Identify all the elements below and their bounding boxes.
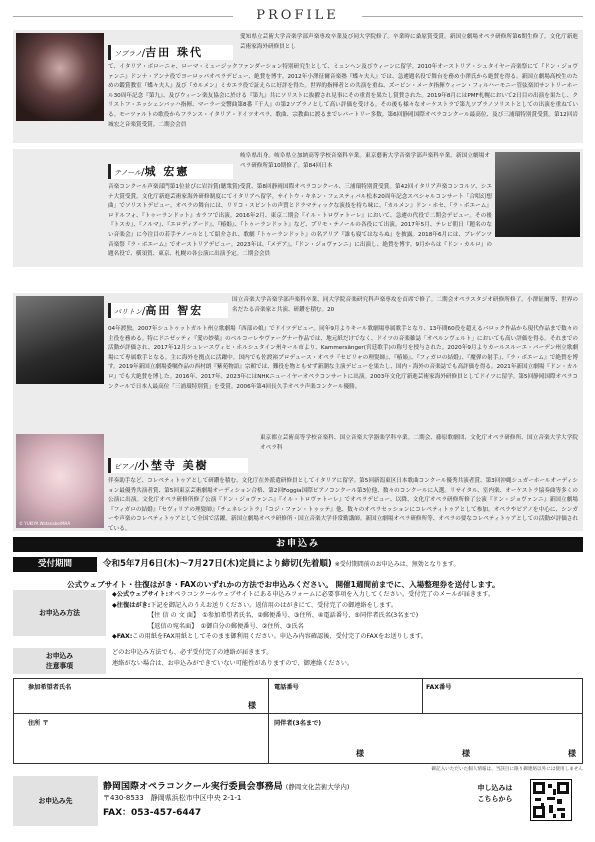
role-label: ピアノ bbox=[114, 463, 135, 471]
outgoing-label: 【往 信 の 文 面】 bbox=[148, 612, 197, 620]
contact-label-text: お申込み先 bbox=[38, 797, 73, 805]
outgoing-text: ①参加希望者氏名、②郵便番号、③住所、④電話番号、⑤同伴者氏名(3名まで) bbox=[202, 612, 419, 620]
phone-field[interactable] bbox=[270, 678, 420, 713]
web-head: ◆公式ウェブサイト: bbox=[112, 591, 169, 598]
contact-fax: FAX：053-457-6447 bbox=[103, 808, 202, 818]
companion-suffix: 様 bbox=[568, 749, 576, 758]
contact-org-sub: (静岡文化芸術大学内) bbox=[285, 783, 350, 791]
name-field-label: 参加希望者氏名 bbox=[28, 684, 72, 691]
bio-text-tenor-top: 岐阜県出身。岐阜県立加納高等学校音楽科卒業。東京藝術大学音楽学部声楽科卒業。新国立劇場オペラ研修所第10期修了。第84回日本 bbox=[240, 153, 490, 169]
performer-name: 吉田 珠代 bbox=[145, 46, 204, 59]
bio-text-piano: 伴奏助手など、コレペティトゥアとして研鑽を積む。文化庁在外派遣研修員としてイタリアに留学。第5回新潟東区日本歌曲コンクール優秀共演者賞、第3回沖縄シュガーホールオーディション最優秀共演者賞、第5回東京芸術劇場オーディション合格、第2回Foggia国際ピアノコンクール第3位他、数々のコンクールに入選。リサイタル、室内楽、オーケストラ協奏曲等多くの公演に出演。文化庁オペラ研修所修了公演『ドン・ジョヴァンニ』『イル・トロヴァトーレ』でオペラデビュー、以降、文化庁オペラ研修所修了公演『ドン・ジョヴァンニ』新国立劇場『フィガロの結婚』『セヴィリアの理髪師』『チェネレントラ』『コジ・ファン・トゥッテ』他、数々のオペラセッションにコレペティトゥアとして参加。オペラやピアノを中心に、シンガーや声楽のコレペティトゥアとして全国で活躍。新国立劇場オペラ研修所・国立音楽大学非常勤講師。新国立劇場オペラ研修所等、オペラの要なコレペティトゥアとしての活動が評価されている。 bbox=[108, 478, 578, 532]
qr-finder bbox=[557, 782, 569, 794]
name-tag-soprano: ソプラノ/吉田 珠代 bbox=[108, 45, 233, 60]
qr-module bbox=[561, 813, 565, 818]
period-label: 受付期間 bbox=[13, 557, 97, 572]
qr-module bbox=[547, 797, 555, 800]
application-band: お申込み bbox=[13, 537, 583, 552]
role-label: ソプラノ bbox=[114, 50, 142, 58]
address-field[interactable] bbox=[20, 714, 268, 764]
notes-body bbox=[112, 648, 582, 669]
qr-module bbox=[535, 798, 541, 801]
singer-photo bbox=[16, 296, 104, 384]
reply-text: ①御自分の郵便番号、②住所、③氏名 bbox=[200, 622, 304, 630]
notes-line2: 連絡がない場合は、お申込みができていない可能性がありますので、御連絡ください。 bbox=[112, 659, 354, 667]
companions-field[interactable] bbox=[270, 714, 582, 764]
name-tag-tenor: テノール/城 宏憲 bbox=[108, 164, 233, 179]
qr-module bbox=[553, 789, 556, 795]
bio-text-baritone: 04年渡独。2007年シュトゥットガルト州立歌劇場『西部の娘』でドイツデビュー。同年9月よりキール歌劇場専属歌手となり、13年間60役を超えるバロック作品から現代作品まで数々の主役を務める。特にドニゼッティ『愛の妙薬』のベルコーレやヴァーグナー作品では、地元紙だけでなく、ドイツの音楽雑誌「オペルンヴェルト」においても高い評価を得る。それまでの活動が評価され、2017年12月シュレースヴィヒ・ホルシュタイン州キール市より、Kammersänger(宮廷歌手)の称号を授与された。2020年9月よりカールスルーエ・バーデン州立歌劇場にて専属歌手となる。主に海外を拠点に活躍中。国内でも佐渡裕プロデュース・オペラ『セビリャの理髪師』、『椿姫』、『フィガロの結婚』、『魔弾の射手』、『ラ・ボエーム』で絶賛を博す。2019年新国立劇場委嘱作品の西村朗『紫苑物語』宗頼では、難役を物ともせず新潮な主演デビューを果たし、国内・海外の音楽誌でも高評価を得る。2021年新国立劇場『ドン・カルロ』でも大絶賛を博した。2016年、2017年、2023年にはNHKニューイヤーオペラコンサートに出演。2003年文化庁新進芸術家海外研修員としてドイツに留学。第5回静岡国際オペラコンクールで日本人最高位「三浦環特別賞」を受賞。2006年第4回長久手オペラ声楽コンクール優勝。 bbox=[108, 326, 578, 390]
contact-address: 〒430-8533 静岡県浜松市中区中央 2-1-1 bbox=[103, 794, 242, 802]
method-label-text: お申込み方法 bbox=[39, 609, 80, 617]
companion-suffix: 様 bbox=[356, 749, 364, 758]
period-dates: 令和5年7月6日(木)〜7月27日(木)定員により締切(先着順) bbox=[103, 559, 332, 569]
qr-code[interactable] bbox=[530, 779, 572, 821]
qr-label-line2: こちらから bbox=[477, 795, 513, 803]
fax-head: ◆FAX: bbox=[112, 633, 133, 641]
web-text: オペラコンクールウェブサイトにある申込みフォームに必要事項を入力してください。受付完了のメールが届きます。 bbox=[168, 591, 495, 598]
qr-module bbox=[548, 784, 552, 788]
bio-text-tenor: 音楽コンクール声楽部門第1位並びに岩谷賞(聴衆賞)受賞、第8回静岡国際オペラコンクール、三浦環特別賞受賞。第42回イタリア声楽コンコルソ、シエナ大賞受賞。文化庁新進芸術家海外研修制度にてイタリアへ留学。サイトウ・キネン・フェスティバル松本20周年記念スペシャルコンサート「合唱幻想曲」でソリストデビュー。オペラの舞台には、リリコ・スピントの声質とドラマティックな演技を持ち味に、『カルメン』ドン・ホセ、『ラ・ボエーム』ロドルフォ、『トゥーランドット』カラフで出演。2016年2月、東京二期会『イル・トロヴァトーレ』において、急遽の代役で二期会デビュー。その後『トスカ』、『ノルマ』、『エロディアード』、『椿姫』、『トゥーランドット』など、プリモ・テノールの各役にて出演。2017年5月、テレビ朝日『題名のない音楽会』に今注目の若手テノールとして紹介され、歌劇『トゥーランドット』の名アリア『誰も寝てはならぬ』を披露。2018年6月には、ブレゲンツ音楽祭『ラ・ボエーム』でオーストリアデビュー。2023年は、『メデア』、『ドン・ジョヴァンニ』に出演し、絶賛を博す。9月からは『ドン・カルロ』の題名役で、横須賀、東京、札幌の各公演に出演予定。二期会会員 bbox=[108, 184, 492, 258]
singer-photo bbox=[495, 152, 580, 237]
qr-module bbox=[549, 805, 553, 813]
application-summary: 公式ウェブサイト・往復はがき・FAXのいずれかの方法でお申込みください。 開催1週間前までに、入場整理券を送付します。 bbox=[67, 580, 500, 589]
contact-organization bbox=[103, 779, 349, 792]
postcard-head: ◆往復はがき: bbox=[112, 601, 151, 609]
singer-photo bbox=[16, 33, 104, 121]
role-label: バリトン bbox=[114, 308, 142, 316]
photo-credit: © YUKIYA Watanabe/MAA bbox=[19, 521, 71, 526]
bio-text-piano-top: 東京都立芸術高等学校音楽科、国立音楽大学器楽学科卒業。二期会、藤原歌劇団、文化庁オペラ研修所、国立音楽大学大学院オペラ科 bbox=[260, 435, 578, 451]
companions-field-label: 同伴者(3名まで) bbox=[274, 720, 322, 727]
page-title: PROFILE bbox=[256, 8, 339, 23]
qr-label-line1: 申し込みは bbox=[477, 784, 513, 792]
method-label bbox=[13, 590, 106, 636]
qr-module bbox=[557, 799, 562, 804]
contact-label bbox=[13, 776, 98, 826]
bio-text-baritone-top: 国立音楽大学音楽学部声楽科卒業、同大学院音楽研究科声楽専攻を首席で修了。二期会オペラスタジオ研修所修了。小澤征爾等、世界の名だたる音楽家と共演、研鑽を積む。20 bbox=[232, 297, 578, 313]
qr-finder bbox=[533, 806, 545, 818]
period-text bbox=[103, 557, 459, 572]
notes-label-line1: お申込み bbox=[45, 652, 74, 660]
qr-module bbox=[553, 814, 556, 818]
postcard-text: 下記を御記入のうえお送りください。返信用のはがきにて、受付完了の御連絡をします。 bbox=[150, 601, 398, 609]
fax-field-label: FAX番号 bbox=[426, 684, 452, 691]
qr-label bbox=[462, 783, 528, 805]
qr-finder bbox=[533, 782, 545, 794]
qr-module bbox=[557, 808, 565, 811]
name-tag-piano: ピアノ/小埜寺 美樹 bbox=[108, 458, 248, 473]
performer-name: 小埜寺 美樹 bbox=[137, 459, 209, 472]
qr-module bbox=[541, 803, 544, 807]
phone-field-label: 電話番号 bbox=[274, 684, 299, 691]
notes-line1: どのお申込み方法でも、必ず受付完了の連絡が届きます。 bbox=[112, 649, 273, 656]
address-field-label: 住所 〒 bbox=[28, 720, 49, 727]
bio-text-soprano: て、イタリア・ボローニャ、ローマ・ミュージックファンダーション特別研究生として、ミュンヘン及びウィーンに留学。2010年オーストリア・シュタイヤー音楽祭にて『ドン・ジョヴァンニ』ドンナ・アンナ役でヨーロッパオペラデビュー、絶賛を博す。2012年小澤征爾音楽塾『蝶々夫人』では、急遽題名役で舞台を務め小澤氏から絶賛を得る。新国立劇場高校生のための鑑賞教室『蝶々夫人』及び『カルメン』ミカエラ役で証えらに好評を得た。世界的指揮者との共演を重ね、ズービン・メータ指揮ウィーン・フィルハーモニー管弦楽団サントリーホール30周年記念『第九』、及びウィーン楽友協会に於ける『第九』共にソリストに抜擢され見事にその重責を果たし賞賛された。2019年8月にはPMF札幌において2日目の出演を果たし、クリストフ・エッシェンバッハ指揮、マーラー交響曲第8番『千人』の第2ソプラノとして高い評価を受ける。その後も様々なオーケストラで第九ソプラノソリストとしての出演を重ねている。モーツァルトの歌役からフランス・イタリア・ドイツオペラ、歌曲、宗教曲に渡るまでレパートリー多数。第6回静岡国際オペラコンクール最高位、及び三浦環特別賞受賞。第12回岩城宏之音楽賞受賞。二期会会員 bbox=[108, 64, 578, 128]
name-field-suffix: 様 bbox=[248, 701, 256, 710]
form-divider bbox=[268, 678, 269, 764]
pianist-photo bbox=[16, 434, 104, 528]
method-body bbox=[112, 590, 582, 643]
contact-org-name: 静岡国際オペラコンクール実行委員会事務局 bbox=[103, 782, 283, 792]
performer-name: 高田 智宏 bbox=[145, 304, 204, 317]
notes-label bbox=[13, 648, 106, 674]
form-divider bbox=[422, 678, 423, 713]
period-note: ※受付期間前のお申込みは、無効となります。 bbox=[334, 561, 460, 568]
name-field[interactable] bbox=[20, 678, 268, 713]
reply-label: 【返信の宛名面】 bbox=[148, 622, 195, 630]
performer-name: 城 宏憲 bbox=[144, 165, 190, 178]
bio-text-soprano-top: 愛知県立芸術大学音楽学部声楽専攻卒業及び同大学院修了。卒業時に桑原賞受賞。新国立劇場オペラ研修所第6期生修了。文化庁新進芸術家海外研修員とし bbox=[240, 34, 578, 50]
fax-field[interactable] bbox=[424, 678, 582, 713]
name-tag-baritone: バリトン/高田 智宏 bbox=[108, 303, 228, 318]
role-label: テノール bbox=[114, 169, 142, 177]
notes-label-line2: 注意事項 bbox=[45, 662, 74, 670]
companion-suffix: 様 bbox=[462, 749, 470, 758]
privacy-note: 御記入いただいた個人情報は、当該目に限り御連絡以外には使用しません bbox=[431, 767, 583, 772]
fax-text: この用紙をFAX用紙としてそのまま御利用ください。申込み内容確認後、受付完了のFAXをお送りします。 bbox=[132, 633, 427, 641]
